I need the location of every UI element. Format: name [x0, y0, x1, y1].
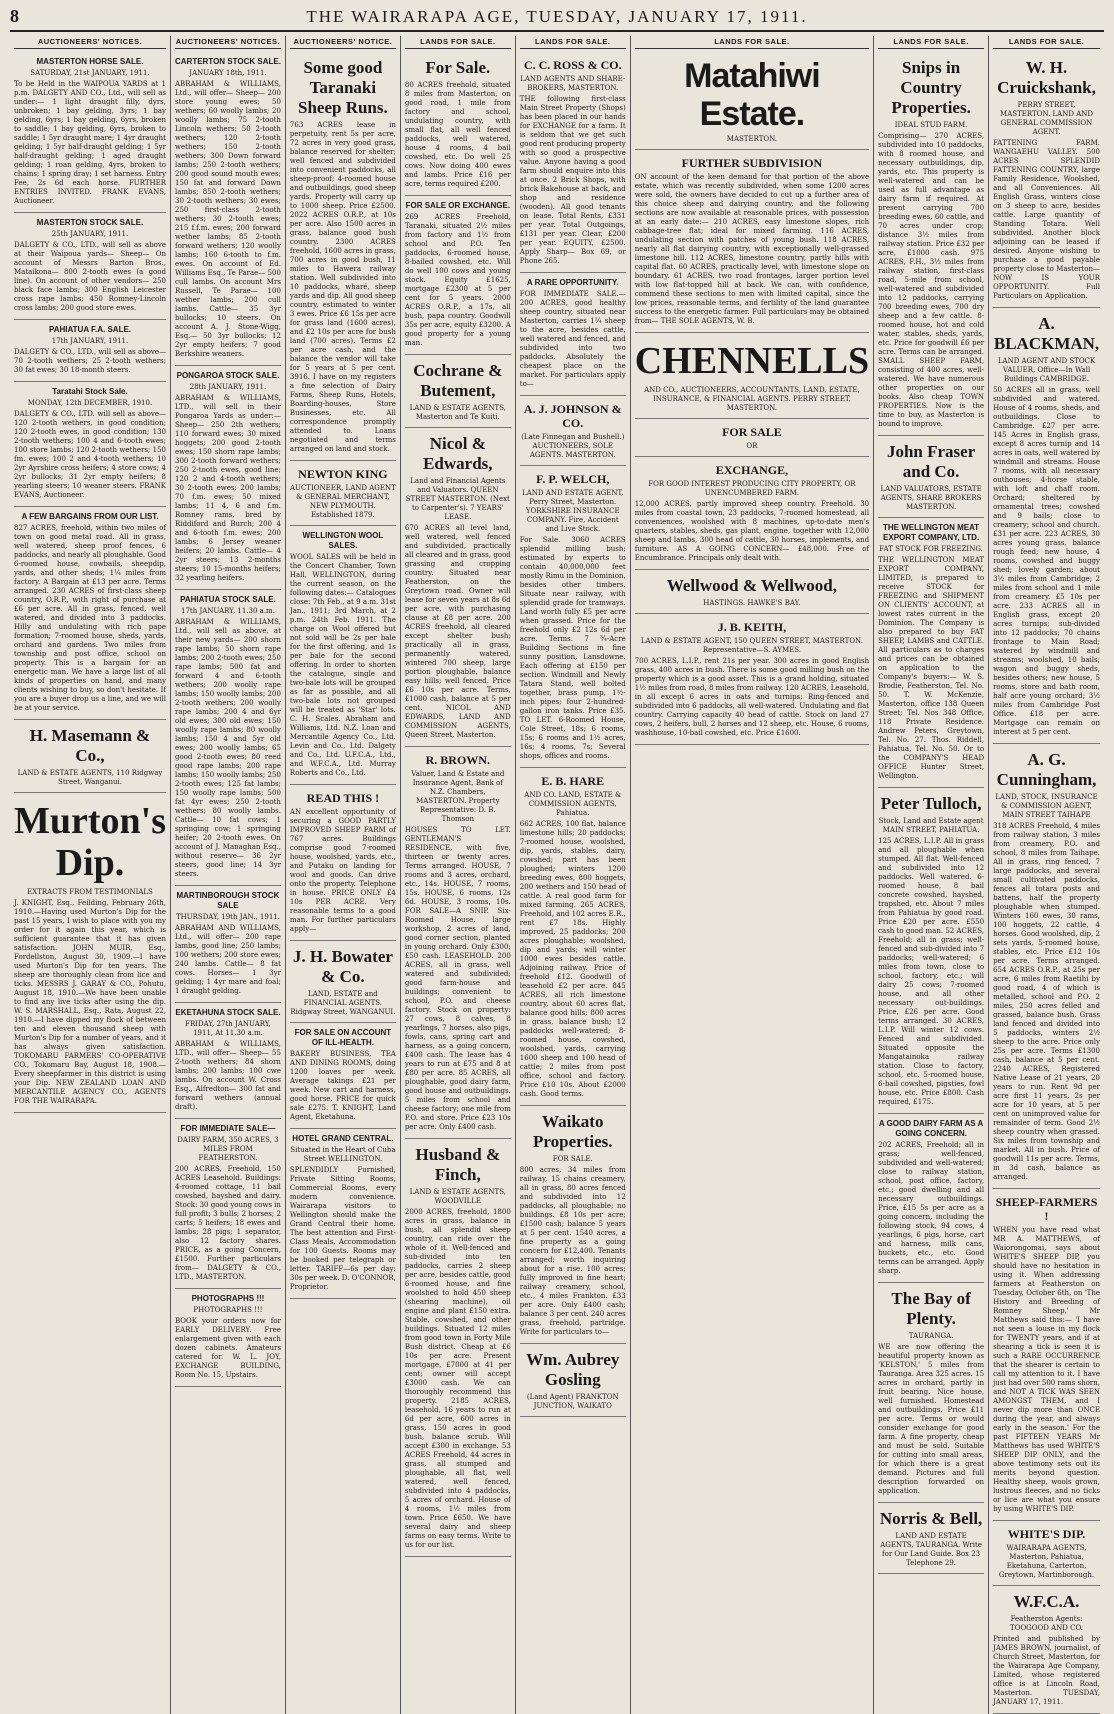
advertisement — [878, 1114, 984, 1283]
ad-body: WHEN you have read what MR A. MATTHEWS, of Waiorongomai, says about WHITE'S SHEEP DIP, you should have no hesitation in using it. When addressing farmers at Featherston on Tuesday, October 6th, on 'The History and Breeding of Romney Sheep,' Mr Matthews said this:— 'I have not seen a louse in my flock for TWENTY years, and if at shearing a tick is seen it is such a RARE OCCURRENCE that the shearer is certain to call my attention to it. I have just had over 500 rams shorn, and NOT A TICK WAS SEEN AMONGST THEM, and I never dip more than ONCE during the year, and always early in the season.' For the past FIFTEEN YEARS Mr Matthews has used WHITE'S SHEEP DIP ONLY, and the above testimony sets out its merits beyond question. Healthy sheep, wools grown, lustrous fleeces, and no ticks or lice are what you ensure by using WHITE'S DIP. — [993, 1226, 1100, 1513]
ad-body: 662 ACRES, 100 flat, balance limestone hills; 20 paddocks; 7-roomed house, woolshed, dip, yards, stables, dairy, cowshed; part has been ploughed; winters 1200 breeding ewes, 800 hoggets, 200 wethers and 150 head of cattle. A real good farm for mixed farming. 265 ACRES, Freehold, and 102 acres E.R., rent £7 18s. Highly improved, 25 paddocks; 200 acres ploughable; woolshed, dip and yards; will winter 1000 ewes besides cattle. Adjoining railway. Price of freehold £12. Goodwill of leasehold £2 per acre. 845 ACRES, all rich limestone country, about 60 acres flat, balance good hills; 800 acres in grass, balance bush; 12 paddocks well-watered; 8-roomed house, cowshed, woolshed, yards, carrying 1600 sheep and 100 head of cattle; 2 miles from post office, school and factory. Price £10 10s. About £2000 cash. Good terms. — [519, 820, 626, 1098]
ad-heading: EXCHANGE, — [715, 463, 789, 477]
ad-heading: MARTINBOROUGH STOCK SALE — [176, 891, 280, 910]
advertisement — [878, 1283, 984, 1503]
column-2 — [171, 36, 286, 1714]
ad-subheading: Featherston Agents: TOOGOOD AND CO. — [1010, 1615, 1084, 1632]
ad-body: 50 ACRES all in grass, well subdivided and watered. House of 4 rooms, sheds, and outbuildings. Close to Cambridge. £27 per acre. 145 Acres in English grass, except 8 acres turnip and 14 acres in oats, well watered by windmill and streams. House 7 rooms, with all necessary outhouses; 4-horse stable, with loft and chaff room. Orchard; sheltered by ornamental trees; cowshed and 9 bails; close to creamery; school and church. £31 per acre. 223 ACRES, 30 acres young grass, balance rough feed; new house, 4 rooms, cowshed and buggy shed; lovely garden; about 3½ miles from Cambridge; 2 miles from school and 1 mile from creamery. £5 10s per acre. 233 ACRES all in English grass, except 20 acres turnips; sub-divided into 12 paddocks; 70 chains frontage to Main Road; watered by windmill and streams; woolshed, 10 bails; wagon and buggy sheds, besides others; new house, 5 rooms, store and bath room, half acre young orchard; 3½ miles from Cambridge Post Office. £18 per acre. Mortgage can remain on interest at 5 per cent. — [993, 386, 1100, 736]
ad-body: 200 ACRES, Freehold, 150 ACRES Leasehold. Buildings: 4-roomed cottage, 11 bail cowshed, hayshed and dairy. Stock: 30 good young cows in full profit; 3 bulls; 2 horses; 2 carts; 5 heifers; 18 ewes and lambs; 28 pigs; 1 separator, also 12 factory shares. PRICE, as a going Concern, £1500. Further particulars from— DALGETY & CO., LTD., MASTERTON. — [175, 1165, 281, 1281]
ad-subheading: MASTERTON. — [726, 135, 778, 143]
ad-body: 318 ACRES Freehold, 4 miles from railway station, 3 miles from creamery, P.O. and school, 8 miles from Taihape. All in grass, ring fenced, 7 large paddocks, and several small cultivated paddocks, fences all totara posts and battens, half the property ploughable when stumped. Winters 160 ewes, 30 rams, 100 hoggets, 22 cattle, 4 horses. Good woolshed, dip, 2 sets yards, 5-roomed house, stables, etc. Price £12 10s per acre. Terms arranged. 654 ACRES O.R.P., at 25s per acre, 6 miles from Raetihi by good road, 4 of which is metalled, school and P.O. 2 miles, 250 acres felled and grassed, balance bush. Grass land fenced and divided into 5 paddocks, winters 2½ sheep to the acre. Price only 25s per acre. Terms £1300 cash, balance at 5 per cent. 2240 ACRES, Registered Native Lease of 21 years, 20 years to run. Rent 9d per acre first 11 years, 2s per acre for 10 years, at 5 per cent on unimproved value for remainder of term. Good 2½ sheep country when grassed. Six miles from township and market. All in bush. Price of goodwill 11s per acre. Terms, in 3d cash, balance as arranged. — [993, 822, 1100, 1181]
ad-heading: PHOTOGRAPHS !!! — [191, 1294, 265, 1303]
columns — [10, 36, 1104, 1706]
advertisement — [993, 1521, 1100, 1586]
ad-body: Comprising— 270 ACRES, subdivided into 10 paddocks, with 8 roomed house, and necessary outbuildings, dip, yards, etc. This property is well-watered and can be used as full advantage as dairy farm if required. At present carrying 700 breeding ewes, 60 cattle, and 70 acres under crop; distance 3½ miles from railway station. Price £32 per acre, £1000 cash. 975 ACRES, F.H., 3½ miles from railway station, first-class road, 5-mile from school, well-watered and subdivided into 12 paddocks, carrying 700 breeding ewes, 700 dry sheep and a few cattle. 8-roomed house, hot and cold water, stables, sheds, yards, etc. Price for goodwill £6 per acre. Terms can be arranged. SMALL SHEEP FARM, consisting of 400 acres, well-watered. We have numerous other properties on our books. Also cheap TOWN PROPERTIES. Now is the time to buy, as Masterton is bound to improve. — [878, 132, 985, 428]
ad-heading: EKETAHUNA STOCK SALE. — [175, 1008, 281, 1017]
ad-subheading: LAND VALUATORS, ESTATE AGENTS, SHARE BROKERS MASTERTON. — [880, 485, 982, 511]
ad-heading: WHITE'S DIP. — [1007, 1527, 1086, 1541]
advertisement — [290, 941, 396, 1023]
ad-heading: MASTERTON STOCK SALE. — [36, 218, 144, 227]
ad-heading: Cochrane & Butement, — [413, 361, 503, 400]
ad-heading: CARTERTON STOCK SALE. — [175, 57, 281, 66]
column-header: LANDS FOR SALE. — [635, 36, 869, 49]
ad-heading: J. B. KEITH, — [717, 620, 787, 634]
advertisement — [878, 788, 984, 1114]
column-7 — [874, 36, 989, 1714]
ad-subheading: FOR GOOD INTEREST PRODUCING CITY PROPERTY, OR UNENCUMBERED FARM. — [648, 480, 856, 497]
advertisement — [635, 52, 869, 150]
ad-heading: FOR IMMEDIATE SALE— — [180, 1124, 276, 1133]
ad-body: 125 ACRES, L.I.P. All in grass and all ploughable when stumped. All flat. Well-fenced and subdivided into 12 paddocks. Well watered. 6-roomed house, 8 bail concrete cowshed, hayshed, trapshed, etc. About 7 miles from Pahiatua by good road. Price £20 per acre. £550 cash to good man. 52 ACRES, Freehold; all in grass; well-fenced and sub-divided into 7 paddocks; well-watered; 6 miles from town, close to school, factory, etc.; will dairy 25 cows; 7-roomed house, and all other necessary out-buildings. Price, £26 per acre. Good terms arranged. 30 ACRES, L.I.P. Will winter 12 cows. Fenced and subdivided. Situated opposite the Mangatainoka railway station. Close to factory, school, etc. 5-roomed house, 6-bail cowshed, pigsties, fowl house, etc. Price £800. Cash required, £175. — [878, 837, 985, 1106]
ad-heading: E. B. HARE — [541, 774, 605, 788]
ad-heading: FOR SALE OR EXCHANGE. — [405, 201, 511, 210]
ad-subheading: LAND & ESTATE AGENTS, 110 Ridgway Street, Wanganui. — [17, 769, 163, 786]
ad-heading: Husband & Finch, — [415, 1145, 501, 1184]
ad-heading: FOR SALE — [722, 425, 782, 439]
ad-heading: FURTHER SUBDIVISION — [681, 156, 823, 170]
ad-heading: A. J. JOHNSON & CO. — [523, 402, 622, 430]
ad-subheading: LAND AGENT AND STOCK VALUER, Office—In Wall Buildings CAMBRIDGE. — [997, 357, 1096, 383]
advertisement — [520, 1344, 626, 1417]
advertisement — [520, 1106, 626, 1344]
ad-body: 12,000 ACRES, partly improved sheep country. Freehold. 30 miles from coastal town, 23 paddocks, 7-roomed homestead, all conveniences, woolshed with 8 machines, up-to-date men's quarters, stables, sheds, gas plant, engine, together with 12,000 sheep and lambs, 300 head of cattle, 30 horses, implements, and furniture. AS A GOING CONCERN— £48,000. Free of Encumbrance. Principals only dealt with. — [634, 500, 870, 562]
advertisement — [14, 720, 166, 793]
ad-heading: PAHIATUA STOCK SALE. — [180, 595, 276, 604]
ad-subheading: LAND, STOCK, INSURANCE & COMMISSION AGENT, MAIN STREET TAIHAPE — [995, 793, 1098, 819]
ad-heading: WELLINGTON WOOL SALES. — [302, 531, 384, 550]
ad-body: ABRAHAM & WILLIAMS, LTD., will sell in their Pongaroa Yards as under:— Sheep— 250 2th wethers; 110 forward ewes; 30 mixed hoggets; 200 good 2-tooth ewes; 150 shorn rape lambs; 300 2-tooth forward wethers; 250 2-tooth ewes, good line; 120 2 and 4-tooth wethers; 30 2-tooth ewes; 200 lambs; 70 f.m. ewes; 50 mixed lambs; 11 4, 6 and f.m. Romney rams, bred by Riddiford and Burch; 200 4 and 6-tooth f.m. ewes; 200 lambs; 6 Jersey weaner heifers; 20 lambs. Cattle— 4 2yr steers; 13 2-months steers; 10 15-months heifers; 32 yearling heifers. — [175, 394, 281, 582]
page-number: 8 — [10, 6, 19, 26]
advertisement — [878, 52, 984, 436]
ad-heading: PAHIATUA F.A. SALE. — [48, 325, 132, 334]
ad-body: DALGETY & CO., LTD. will sell as above— 120 2-tooth wethers, in good condition; 120 2-tooth ewes, in good condition; 130 2-tooth wethers; 100 4 and 6-tooth ewes; 100 store lambs; 120 2-tooth wethers; 150 fm. ewes; 100 2 and 4-tooth wethers; 10 2yr Ayrshire cross heifers; 4 store cows; 4 2yr bullocks; 31 2yr empty heifers; 8 yearling steers; 10 weaner steers. FRANK EVANS, Auctioneer. — [14, 410, 166, 499]
ad-body: ABRAHAM & WILLIAMS, Ltd., will offer— Sheep— 200 store young ewes; 50 wethers; 60 woolly lambs; 20 woolly lambs; 75 2-tooth Lincoln wethers; 50 2-tooth wethers; 120 2-tooth wethers; 150 2-tooth wethers; 300 Down forward lambs; 250 2-tooth wethers; 200 good sound mouth ewes; 150 fat and forward Down lambs; 850 2-tooth wethers; 30 2-tooth wethers; 30 ewes; 250 first-class 2-tooth wethers; 30 2-tooth ewes; 215 f.f.m. ewes; 200 forward wether lambs; 85 2-tooth forward wethers; 120 woolly lambs; 160 6-tooth to f.m. ewes. On account of Ed. Williams Esq., Te Parae— 500 cull lambs. On account Mrs Russell, Te Parae— 100 wether lambs; 200 cull lambs. Cattle— 35 3yr bullocks; 10 steers. On account A. J. Stone-Wigg, Esq.— 50 3yr bullocks; 12 2yr empty heifers; 7 good Berkshire weaners. — [175, 80, 281, 358]
ad-body: ABRAHAM & WILLIAMS, Ltd., will sell as above, at their new yards— 200 shorn rape lambs; 50 shorn rape lambs; 200 2-tooth ewes; 250 rape lambs; 500 fat and forward 4 and 6-tooth wethers; 200 woolly rape lambs; 150 woolly lambs; 200 2-tooth wethers; 200 woolly rape lambs; 200 4 and 6yr old ewes; 300 old ewes; 150 woolly rape lambs; 80 woolly lambs; 150 4 and 5yr old ewes; 200 woolly lambs; 65 good 2-tooth ewes; 80 reed good rape lambs; 200 rape lambs; 150 woolly lambs; 250 2-tooth ewes; 125 fat lambs; 150 woolly rape lambs; 500 fat 4yr ewes; 250 2-tooth wethers; 80 woolly lambs. Cattle— 10 fat cows; 1 springing cow; 1 springing heifer; 20 2-tooth ewes. On account of J. Managhan Esq., without reserve— 36 2yr steers, good line; 14 3yr steers. — [175, 618, 281, 878]
ad-subheading: 17th JANUARY, 11.30 a.m. — [180, 607, 275, 615]
column-5 — [516, 36, 631, 1714]
ad-subheading: HASTINGS. HAWKE'S BAY. — [703, 599, 801, 607]
advertisement — [520, 466, 626, 768]
ad-body: DALGETY & CO., LTD., will sell as above at their Waipoua yards— Sheep— On account of Messrs Barton Bros., Mataikona— 800 2-tooth ewes (a good line). On account of other vendors— 250 black face lambs; 300 English Leicester cross rape lambs; 450 Romney-Lincoln cross lambs; 200 good store ewes. — [14, 241, 166, 312]
ad-subheading: LAND, ESTATE and FINANCIAL AGENTS. Ridgway Street, WANGANUI. — [290, 990, 396, 1016]
ad-heading: Wellwood & Wellwood, — [666, 576, 838, 595]
ad-heading: Norris & Bell, — [879, 1509, 983, 1528]
advertisement — [175, 52, 281, 366]
column-header: LANDS FOR SALE. — [878, 36, 984, 49]
advertisement — [520, 396, 626, 466]
ad-subheading: Land and Financial Agents and Valuators. QUEEN STREET MASTERTON. (Next to Carpenter's). 7 YEARS' LEASE. — [405, 477, 510, 521]
ad-heading: READ THIS ! — [306, 791, 380, 805]
ad-heading: C. C. ROSS & CO. — [523, 58, 622, 72]
ad-subheading: AND CO., AUCTIONEERS, ACCOUNTANTS, LAND, ESTATE, INSURANCE, & FINANCIAL AGENTS. PERRY STREET, MASTERTON. — [644, 386, 860, 412]
ad-heading: A. BLACKMAN, — [993, 314, 1100, 353]
ad-body: HOUSES TO LET. GENTLEMAN'S RESIDENCE, with five, thirteen or twenty acres. Terms arranged. HOUSE, 7 rooms and 3 acres, orchard, etc., 14s. HOUSE, 7 rooms, 15s. HOUSE, 6 rooms, 12s 6d. HOUSE, 3 rooms, 10s. FOR SALE—A SNIP. Six-Roomed House, large workshop, 2 acres of land, good corner section, planted in young orchard. Only £300; £50 cash. LEASEHOLD. 200 ACRES, all in grass, well watered and subdivided; good farm-house and buildings; convenient to school, P.O. and cheese factory. Stock on property: 27 cows, 8 calves, 8 yearlings, 7 horses, also pigs, fowls, cans, spring cart and harness, as a going concern, £400 cash. The lease has 4 years to run at £75 and 8 at £80 per acre. 85 ACRES, all ploughable, good dairy farm, good house and outbuildings. 5 miles from school and cheese factory; one mile from P.O. and store. Price £23 10s per acre. Only £400 cash. — [404, 826, 511, 1131]
advertisement — [878, 1503, 984, 1574]
ad-subheading: Stock, Land and Estate agent MAIN STREET, PAHIATUA. — [878, 817, 984, 834]
advertisement — [520, 52, 626, 273]
advertisement — [405, 747, 511, 1139]
ad-body: WOOL SALES will be held in the Concert Chamber, Town Hall, WELLINGTON, during the current season, on the following dates:— Catalogues close: 7th Feb., at 9 a.m. 31st Jan., 1911; 3rd March, at 2 p.m. 24th Feb. 1911. The charge on Wool offered but not sold will be 2s per bale for the first offering, and 1s per bale for the second offering. In order to shorten the catalogue, single and two-bale lots will be grouped as far as possible, and all two-bale lots not grouped will be treated as 'Star' lots. C. H. Scales. Abraham and Williams, Ltd. N.Z. Loan and Mercantile Agency Co., Ltd. Levin and Co., Ltd. Dalgety and Co., Ltd. U.F.C.A., Ltd., and W.F.C.A., Ltd. Murray Roberts and Co., Ltd. — [289, 553, 396, 777]
ad-body: FATTENING FARM. WANGAEHU VALLEY. 500 ACRES SPLENDID FATTENING COUNTRY, large Family Residence, Woolshed, and all Conveniences. All English Grass, winters close on 3 sheep to acre, besides cattle. Large quantity of Standing Totara. Well subdivided. Another block adjoining can be leased if desired. Anyone wishing to purchase a good payable property close to Masterton— NOW IS YOUR OPPORTUNITY. Full Particulars on Application. — [993, 139, 1100, 300]
ad-body: 800 acres, 34 miles from railway, 15 chains creamery, all in grass, 80 acres fenced and subdivided into 12 paddocks, all ploughable; no buildings. £8 10s per acre; £1500 cash; balance 5 years at 5 per cent. 1540 acres, a fine property as a going concern for £12,400. Tenants arranged; worth inquiring about for a rise. 100 acres; fully improved in fine heart; railway creamery, school, etc., 4 miles Frankton. £33 per acre. Only £400 cash; balance 3 per cent. 240 acres grass, freehold, partridge. Write for particulars to— — [519, 1166, 626, 1336]
ad-subheading: THURSDAY, 19th JAN., 1911. — [175, 913, 280, 921]
ad-heading: H. Masemann & Co., — [29, 726, 151, 765]
advertisement — [635, 570, 869, 614]
advertisement — [14, 320, 166, 382]
ad-heading: Waikato Properties. — [533, 1112, 613, 1151]
ad-body: 202 ACRES, Freehold; all in grass; well-fenced, subdivided and well-watered; close to railway station, school, post office, factory, etc.; good dwelling and all necessary outbuildings. Price, £15 5s per acre as a going concern, including the following stock, 94 cows, 4 yearlings, 6 pigs, horse, cart and harness, milk cans, buckets, etc., etc. Good terms can be arranged. Apply sharp. — [878, 1141, 985, 1275]
newspaper-title: THE WAIRARAPA AGE, TUESDAY, JANUARY 17, 1911. — [306, 7, 808, 26]
masthead — [10, 6, 1104, 32]
advertisement — [175, 1003, 281, 1119]
ad-heading: R. BROWN. — [425, 753, 490, 767]
ad-heading: Some good Taranaki Sheep Runs. — [298, 58, 388, 117]
ad-body: ON account of the keen demand for that portion of the above estate, which was recently subdivided, when some 1200 acres were sold, the owners have decided to cut up a further area of this choice sheep and dairying country, and the following sections are now available at reasonable prices, with possession at an early date:— 210 ACRES, easy limestone slopes, rich cabbage-tree flat; ideal for mixed farming. 116 ACRES, undulating section with patches of young bush. 118 ACRES, nearly all flat dairying country, with exceptionally well-grassed limestone hill. 112 ACRES, limestone country, partly hills with capital flat. 60 ACRES, practically level, with limestone slope on boundary. 61 ACRES, two road frontages, larger portion level with low flat-topped hill at back. We can, with confidence, commend these sections to men with limited capital, since the low prices, reasonable terms, and fertility of the land guarantee success to the energetic farmer. Full particulars may be obtained from— THE SOLE AGENTS, W. B. — [634, 173, 870, 325]
ad-subheading: FOR SALE. — [552, 1155, 593, 1163]
advertisement — [175, 886, 281, 1003]
ad-body: 827 ACRES, freehold, within two miles of town on good metal road. All in grass, well watered, sheep proof fences, 6 paddocks, and nearly all ploughable. Good 6-roomed house, cowbails, sheepdip, yards, and other sheds; 1¼ miles from factory. A Bargain at £13 per acre. Terms arranged. 230 ACRES of first-class sheep country, O.R.P., with right of purchase at £6 per acre. All in grass, fenced, well watered, and divided into 3 paddocks. Hilly and undulating with rich pape formation; 7-roomed house, sheds, yards, orchard and gardens. Two miles from township and post office, school on property. This is a bargain for an energetic man. We have a large list of all kinds of properties on hand, and many clients wishing to buy, so don't hesitate. If you are a buyer drop us a line, and we will be at your service. — [14, 524, 166, 712]
ad-heading: The Bay of Plenty. — [891, 1289, 971, 1328]
column-header: LANDS FOR SALE. — [520, 36, 626, 49]
advertisement — [635, 333, 869, 419]
ad-body: ABRAHAM & WILLIAMS, LTD., will offer— Sheep— 55 2-tooth wethers; 84 shorn lambs; 200 lambs; 100 cwe lambs. On account W. Cross Esq., Alfredton— 300 fat and forward wethers (annual draft). — [175, 1040, 281, 1111]
column-header: LANDS FOR SALE. — [405, 36, 511, 49]
column-1 — [10, 36, 171, 1714]
ad-heading: F. P. WELCH, — [536, 472, 610, 486]
ad-body: THE following first-class Main Street Property (Shops) has been placed in our hands for EXCHANGE for a farm. It is seldom that we get such good rent producing property with so good a prospective value. Anyone having a good farm should enquire into this at once. 2 Brick Shops, with brick Bakehouse at back, and shop and residence (wooden). All good tenants on lease. Total Rents, £331 per year. Total Outgoings, £131 per year. Clear, £200 per year. EQUITY, £2500. Apply Sharp— Box 69, or Phone 265. — [519, 95, 626, 265]
column-header: AUCTIONEERS' NOTICE. — [290, 36, 396, 49]
advertisement — [175, 590, 281, 886]
advertisement — [290, 52, 396, 461]
advertisement — [993, 1189, 1100, 1521]
ad-heading: Peter Tulloch, — [880, 794, 982, 813]
ad-subheading: LAND AND ESTATE AGENTS, TAURANGA. Write for Our Land Guide. Box 23 Telephone 29. — [880, 1532, 982, 1567]
ad-heading: Wm. Aubrey Gosling — [526, 1350, 620, 1389]
advertisement — [635, 457, 869, 570]
column-header: AUCTIONEERS' NOTICES. — [175, 36, 281, 49]
advertisement — [290, 1023, 396, 1129]
advertisement — [14, 382, 166, 507]
ad-heading: Taratahi Stock Sale. — [52, 387, 128, 396]
ad-subheading: SATURDAY, 21st JANUARY, 1911. — [30, 69, 150, 77]
ad-subheading: AUCTIONEER, LAND AGENT & GENERAL MERCHANT, NEW PLYMOUTH. Established 1879. — [290, 484, 396, 519]
ad-subheading: 17th JANUARY, 1911. — [51, 337, 129, 345]
ad-body: BAKERY BUSINESS, TEA AND DINING ROOMS, doing 1200 loaves per week. Average takings £21 per week. New cart and harness, good horse. PRICE for quick sale £275. T. KNIGHT, Land Agent, Eketahuna. — [289, 1050, 396, 1121]
advertisement — [290, 1129, 396, 1299]
column-8 — [989, 36, 1104, 1714]
ad-body: 700 ACRES, L.I.P., rent 21s per year. 300 acres in good English grass, 400 acres in bush. There is some good milling bush on the property which is a good asset. This is a grand holding, situated 1½ miles from road, 8 miles from railway. 120 ACRES, Leasehold, in all except 6 acres in oats and turnips; Ring-fenced and subdivided into 6 paddocks, all well-watered. Undulating and flat country. Carrying capacity 40 head of cattle. Stock on land 27 cows, 2 heifers, bull, 2 horses and 12 sheep, etc. House, 6 rooms, washhouse, 10-bail cowshed, etc. Price £1600. — [634, 657, 870, 737]
ad-heading: MASTERTON HORSE SALE. — [36, 57, 144, 66]
ad-body: AN excellent opportunity of securing a GOOD PARTLY IMPROVED SHEEP FARM of 767 acres. Buildings comprise good 7-roomed house, woolshed, yards, etc., and Putaku on landing for wool and goods. Can drive onto the property. Telephone in house. PRICE ONLY £4 10s PER ACRE. Very reasonable terms to a good man. For further particulars apply— — [289, 808, 396, 933]
ad-heading: NEWTON KING — [298, 467, 388, 481]
advertisement — [405, 52, 511, 196]
ad-heading: A RARE OPPORTUNITY. — [526, 278, 619, 287]
ad-heading: Nicol & Edwards, — [423, 434, 493, 473]
ad-subheading: AND CO. LAND, ESTATE & COMMISSION AGENTS, Pahiatua. — [524, 791, 622, 817]
ad-subheading: MONDAY, 12th DECEMBER, 1910. — [27, 399, 153, 407]
advertisement — [635, 614, 869, 745]
ad-subheading: Situated in the Heart of Cuba Street WELLINGTON. — [290, 1146, 396, 1163]
ad-body: 763 ACRES lease in perpetuity, rent 5s per acre, 72 acres in very good grass, balance reserved for shelter; well fenced and subdivided into convenient paddocks, all sheep-proof; 4-roomed house and outbuildings, good sheep yards. Property will carry up to 1000 sheep. Price £2500. 2022 ACRES O.R.P., at 10s per acre. Also 1500 acres in grass, balance good bush country. 2300 ACRES freehold, 1600 acres in grass, 700 acres in good bush, 11 miles to Hawera railway station. Well subdivided into 10 paddocks, wharé, sheep yards and dip. All good sheep country, estimated to winter 3 ewes. Price £6 15s per acre for grass land (1600 acres), and £2 10s per acre for bush land (700 acres). Terms £2 per acre cash, and the balance the vendor will take for 5 years at 5 per cent. 3916. I have on my registers a fine selection of Dairy Farms, Sheep Runs, Hotels, Boarding-houses, Store Businesses, etc. All correspondence promptly attended to. Loans negotiated and terms arranged on land and stock. — [289, 121, 396, 453]
ad-subheading: LAND AND ESTATE AGENT, Perry Street, Masterton. YORKSHIRE INSURANCE COMPANY. Fire, Accident and Live Stock. — [522, 489, 624, 533]
ad-subheading: IDEAL STUD FARM. — [894, 121, 968, 129]
ad-heading: THE WELLINGTON MEAT EXPORT COMPANY, LTD. — [883, 523, 980, 542]
ad-body: FOR IMMEDIATE SALE.—200 ACRES, good healthy sheep country, situated near Masterton, carries 1¼ sheep to the acre, besides cattle, well watered and fenced, and subdivided into two paddocks. Absolutely the cheapest place on the market. For particulars apply to— — [519, 290, 626, 388]
advertisement — [520, 273, 626, 396]
ad-heading: A FEW BARGAINS FROM OUR LIST. — [21, 512, 159, 521]
ad-body: SPLENDIDLY Furnished, Private Sitting Rooms, Commercial Rooms, every modern convenience. Wairarapa visitors to Wellington should make the Grand Central their home. The best attention and First-Class Meals. Accommodation for 100 Guests. Rooms may be booked per telegraph or letter. TARIFF—6s per day; 30s per week. D. O'CONNOR, Proprietor. — [289, 1166, 396, 1291]
ad-subheading: (Land Agent) FRANKTON JUNCTION, WAIKATO — [526, 1393, 619, 1410]
ad-body: BOOK your orders now for EARLY DELIVERY. Free enlargement given with each dozen cabinets. Amateurs catered for. W. L. JOY, EXCHANGE BUILDING, Room No. 15, Upstairs. — [175, 1317, 281, 1379]
ad-subheading: 25th JANUARY, 1911. — [51, 230, 129, 238]
ad-subheading: EXTRACTS FROM TESTIMONIALS — [27, 888, 153, 896]
advertisement — [405, 428, 511, 747]
ad-heading: A. G. Cunningham, — [996, 750, 1097, 789]
advertisement — [635, 419, 869, 457]
ad-subheading: JANUARY 18th, 1911. — [189, 69, 267, 77]
advertisement — [520, 768, 626, 1106]
ad-heading: W.F.C.A. — [1013, 1592, 1080, 1611]
advertisement — [175, 1289, 281, 1387]
ad-heading: For Sale. — [425, 58, 491, 77]
ad-heading: Snips in Country Properties. — [891, 58, 971, 117]
advertisement — [290, 785, 396, 941]
advertisement — [878, 436, 984, 518]
column-header: LANDS FOR SALE. — [993, 36, 1100, 49]
advertisement — [993, 308, 1100, 744]
ad-heading: FOR SALE ON ACCOUNT OF ILL-HEALTH. — [294, 1028, 392, 1047]
ad-heading: A GOOD DAIRY FARM AS A GOING CONCERN. — [878, 1119, 984, 1138]
ad-heading: CHENNELLS — [634, 340, 870, 382]
ad-heading: Murton's Dip. — [14, 800, 166, 884]
advertisement — [290, 526, 396, 785]
ad-heading: J. H. Bowater & Co. — [292, 947, 393, 986]
ad-heading: W. H. Cruickshank, — [997, 58, 1096, 97]
column-header: AUCTIONEERS' NOTICES. — [14, 36, 166, 49]
ad-subheading: FRIDAY, 27th JANUARY, 1911, At 11.30 a.m. — [185, 1020, 271, 1037]
ad-subheading: OR — [746, 442, 758, 450]
ad-subheading: TAURANGA. — [908, 1332, 954, 1340]
ad-body: WE are now offering the beautiful property known as 'KELSTON,' 5 miles from Tauranga. Area 325 acres. 15 acres in orchard, partly in fruit bearing. Nice house, well furnished. Homestead and outbuildings. Price £11 per acre. Terms or would consider exchange for good farm. A fine property, cheap and must be sold. Suitable for cutting into small areas, for which there is a great demand. Pictures and full description forwarded on application. — [878, 1343, 985, 1495]
ad-heading: SHEEP-FARMERS ! — [995, 1195, 1098, 1223]
ad-subheading: FAT STOCK FOR FREEZING. — [879, 545, 983, 553]
ad-subheading: Valuer, Land & Estate and Insurance Agent, Bank of N.Z. Chambers, MASTERTON. Property Representative: D. B. Thomson — [411, 770, 505, 823]
ad-body: 80 ACRES freehold, situated 8 miles from Masterton, on good road, 1 mile from factory and school, undulating country, with small flat, all well fenced paddocks, well watered, house 4 rooms, 4 bail cowshed, etc. Do well 25 cows. Now doing 400 ewes and lambs. Price £16 per acre, terms required £200. — [404, 81, 511, 188]
advertisement — [405, 355, 511, 428]
advertisement — [993, 744, 1100, 1189]
advertisement — [14, 507, 166, 720]
ad-body: 269 ACRES Freehold, Taranaki, situated 2½ miles from factory and 1½ from school and P.O. Ten paddocks, 6-roomed house, 8-bailed cowshed, etc. Will do well 100 cows and young stock. Equity £1625, mortgage £2300 at 5 per cent for 5 years. 2000 ACRES O.R.P., a 17s, all bush, papa country. Goodwill 35s per acre, equity £3200. A good property for a young man. — [404, 213, 511, 347]
advertisement — [290, 461, 396, 526]
advertisement — [405, 196, 511, 355]
column-3 — [286, 36, 401, 1714]
ad-subheading: PHOTOGRAPHS !!! — [193, 1306, 263, 1314]
ad-heading: HOTEL GRAND CENTRAL. — [292, 1134, 394, 1143]
advertisement — [993, 52, 1100, 308]
advertisement — [14, 52, 166, 213]
ad-heading: Matahiwi Estate. — [684, 57, 820, 133]
ad-subheading: LAND & ESTATE AGENTS, Masterton and Te Kuiti. — [409, 404, 506, 421]
column-4 — [401, 36, 516, 1714]
ad-body: DALGETY & CO., LTD., will sell as above— 70 2-tooth wethers; 25 2-tooth wethers; 30 fat ewes; 30 18-month steers. — [14, 348, 166, 374]
advertisement — [993, 1586, 1100, 1714]
ad-body: THE WELLINGTON MEAT EXPORT COMPANY, LIMITED, is prepared to receive STOCK for FREEZING and SHIPMENT ON CLIENTS' ACCOUNT, at lowest rates current in the Dominion. The Company is also prepared to buy FAT SHEEP, LAMBS and CATTLE. All particulars as to charges and prices can be obtained on application to the Company's buyers:— W. S. Brodie, Featherston, Tel. No. 50. T. W. McKenzie, Masterton, office 138 Queen Street; Tel. Nos 348 Office, 118 Private Residence. Andrew Peters, Greytown, Tel. No. 27. Thos. Riddell, Pahiatua, Tel. No. 50. Or to the COMPANY'S HEAD OFFICE Hunter Street, Wellington. — [878, 556, 985, 780]
ad-subheading: PERRY STREET, MASTERTON. LAND AND GENERAL COMMISSION AGENT. — [1000, 101, 1093, 136]
ad-body: 670 ACRES all level land, well watered, well fenced and subdivided, practically all cleared and in grass, good grassing and cropping country. Situated near Featherston, on the Greytown road. Owner will lease for seven years at 8s 6d per acre, with purchasing clause at £8 per acre. 200 ACRES freehold, all cleared except shelter bush; practically all in grass, permanently watered, wintered 700 sheep, large portion ploughable, balance easy hills; well fenced. Price £6 10s per acre. Terms, £1000 cash, balance at 5 per cent. NICOL AND EDWARDS, LAND AND COMMISSION AGENTS, Queen Street, Masterton. — [404, 524, 511, 739]
ad-body: 2000 ACRES, freehold, 1800 acres in grass, balance in bush, all splendid sheep country, can ride over the whole of it. Well-fenced and sub-divided into ten paddocks, carries 2 sheep per acre, besides cattle, good 6-roomed house, and fine woolshed to hold 450 sheep (shearing machine), oil engine and plant £150 extra. Stable, cowshed, and other buildings. Situated 12 miles from good town in Forty Mile Bush district. Cheap at £6 10s per acre. Present mortgage, £7000 at 41 per cent; owner will accept £3000 cash. We can thoroughly recommend this property. 2185 ACRES, leasehold, 16 years to run at 6d per acre, 600 acres in grass, 150 acres in good bush, balance scrub. Will accept £300 in exchange. 53 ACRES Freehold, 44 acres in grass, all stumped and ploughable, all flat, well watered, well fenced, subdivided into 4 paddocks, 5 acres of orchard. House of 4 rooms, 1½ miles from town. Price £650. We have several dairy and sheep farms on easy terms. Write to us for our list. — [404, 1208, 511, 1549]
column-6 — [631, 36, 874, 1714]
ad-heading: PONGAROA STOCK SALE. — [176, 371, 280, 380]
ad-subheading: (Late Finnegan and Bushell.) AUCTIONEERS, SOLE AGENTS. MASTERTON. — [521, 433, 625, 459]
ad-subheading: LAND AGENTS AND SHARE-BROKERS, MASTERTON. — [520, 75, 626, 92]
advertisement — [175, 1119, 281, 1289]
ad-heading: John Fraser and Co. — [886, 442, 976, 481]
advertisement — [14, 793, 166, 1113]
ad-body: To be Held in the WAIPOUA YARDS at 1 p.m. DALGETY AND CO., Ltd., will sell as under:— 1 light draught filly, dyrs, unbroken; 1 bay gelding, 3yrs; 1 bay gelding, 6yrs; 1 bay gelding, 6yrs, broken to saddle; 1 bay gelding, 6yrs, broken to saddle; 1 5yr draught mare; 1 4yr draught gelding; 1 5yr half-draught gelding; 1 5yr half-draught gelding; 1 aged draught gelding; 1 roan gelding, 4yrs, broken to chains; 1 spring dray; 1 set harness. Entry Fee, 2s 6d each horse. FURTHER ENTRIES INVITED. FRANK EVANS, Auctioneer. — [14, 80, 166, 205]
ad-subheading: LAND & ESTATE AGENTS, WOODVILLE — [409, 1188, 506, 1205]
ad-subheading: DAIRY FARM, 350 ACRES, 3 MILES FROM FEATHERSTON. — [177, 1136, 279, 1162]
ad-body: For Sale. 3060 ACRES splendid milling bush; estimated by experts to contain 40,000,000 feet mostly Rimu in the Dominion, besides other timbers. Situate near railway, with splendid grade for tramways. Land worth fully £5 per acre when grassed. Price for the freehold only £2 12s 6d per acre. Terms. 7 ¾-Acre Building Sections in fine sunny position, Lansdowne. Each offering at £150 per section. Windmill and Newly Tatara Stand, well bolted together, brass pump, 1½-inch pipes; four 2-hundred-gallon iron tanks. Price £35. TO LET. 6-Roomed House, Cole Street, 18s; 6 rooms, 15s; 6 rooms and 1½ acres, 16s; 4 rooms, 7s; Several shops, offices and rooms. — [519, 536, 626, 760]
ad-body: J. KNIGHT, Esq., Feilding, February 26th, 1910.—Having used Murton's Dip for the past 15 years, I wish to place with you my order for it again this year, which is sufficient guarantee that it has given satisfaction. JOHN MUIR, Esq., Fordellston, August 30, 1909.—I have used Murton's Dip for ten years. The sheep are thoroughly clean from lice and ticks. MESSRS J. GARAY & CO., Pohutu, August 18, 1910.—We have been unable to find any live ticks after using the dip. W. S. MARSHALL, Esq., Rata, August 22, 1910.—I have dipped my flock of between ten and eleven thousand sheep with Murton's Dip for a number of years, and it has always given satisfaction. TOKOMARU FARMERS' CO-OPERATIVE CO., Tokomaru Bay, August 18, 1908.—Every sheepfarmer in this district is using your Dip. NEW ZEALAND LOAN AND MERCANTILE AGENCY CO., AGENTS FOR THE WAIRARAPA. — [14, 899, 166, 1105]
ad-subheading: WAIRARAPA AGENTS, Masterton, Pahiatua, Eketahuna, Carterton, Greytown, Martinborough. — [998, 1544, 1095, 1579]
ad-body: Printed and published by JAMES BROWN, journalist, of Church Street, Masterton, for the Wairarapa Age Company, Limited, whose registered office is at Lincoln Road, Masterton. TUESDAY, JANUARY 17, 1911. — [993, 1635, 1100, 1706]
advertisement — [175, 366, 281, 590]
ad-body: ABRAHAM AND WILLIAMS, Ltd., will offer— 200 rape lambs, good line; 250 lambs; 100 wethers; 200 store ewes; 240 lambs. Cattle— 8 fat cows. Horses— 1 3yr gelding; 1 4yr mare and foal; 1 draught gelding. — [175, 924, 281, 995]
advertisement — [405, 1139, 511, 1557]
ad-subheading: LAND & ESTATE AGENT, 150 QUEEN STREET, MASTERTON. Representative—S. AYMES. — [640, 637, 863, 654]
advertisement — [878, 518, 984, 788]
ad-subheading: 28th JANUARY, 1911. — [189, 383, 267, 391]
advertisement — [635, 150, 869, 333]
advertisement — [14, 213, 166, 320]
